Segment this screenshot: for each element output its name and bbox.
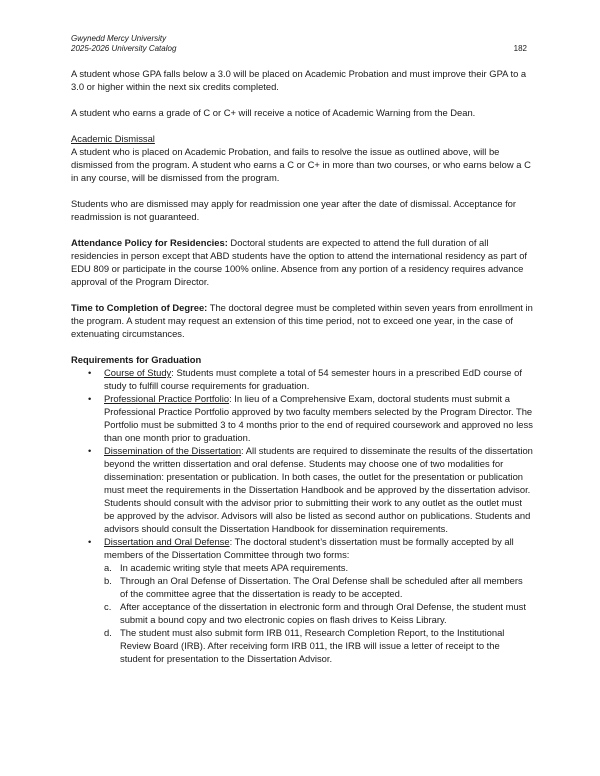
requirement-term: Course of Study xyxy=(104,367,172,378)
dismissal-heading: Academic Dismissal xyxy=(71,133,155,144)
defense-sublist xyxy=(104,561,533,665)
list-item xyxy=(71,392,533,444)
attendance-paragraph xyxy=(71,236,533,288)
sub-item-text: Through an Oral Defense of Dissertation. The Oral Defense shall be scheduled after all members of the committee agree that the dissertation is ready to be accepted. xyxy=(120,575,523,599)
sub-item-letter: a. xyxy=(104,562,112,573)
requirement-text: : In lieu of a Comprehensive Exam, doctoral students must submit a Professional Practice Portfolio approved by two faculty members selected by the Program Director. The Portfolio must be submitted 3 to 4 months prior to the end of required coursework and approved no less than one month prior to graduation. xyxy=(104,393,533,443)
requirement-text: : Students must complete a total of 54 semester hours in a prescribed EdD course of study to fulfill course requirements for graduation. xyxy=(104,367,522,391)
requirement-term: Dissertation and Oral Defense xyxy=(104,536,230,547)
running-header xyxy=(71,34,176,54)
completion-label: Time to Completion of Degree: xyxy=(71,302,208,313)
sub-item-text: In academic writing style that meets APA requirements. xyxy=(120,562,349,573)
page-body xyxy=(71,67,533,665)
sub-list-item xyxy=(104,574,533,600)
attendance-label: Attendance Policy for Residencies: xyxy=(71,237,228,248)
list-item xyxy=(71,535,533,665)
page-number: 182 xyxy=(513,44,527,53)
sub-item-letter: c. xyxy=(104,601,112,612)
attendance-text: Doctoral students are expected to attend the full duration of all residencies in person except that ABD students have the option to attend the international residency as part of EDU 809 or participate in the course 100% online. Absence from any portion of a residency requires advance approval of the Program Director. xyxy=(71,237,528,287)
sub-item-letter: d. xyxy=(104,627,112,638)
completion-paragraph xyxy=(71,301,533,340)
dismissal-paragraph: A student who is placed on Academic Probation, and fails to resolve the issue as outlined above, will be dismissed from the program. A student who earns a C or C+ in more than two courses, or who earns below a C in any course, will be dismissed from the program. xyxy=(71,146,531,183)
dismissal-section xyxy=(71,132,533,184)
completion-text: The doctoral degree must be completed within seven years from enrollment in the program. A student may request an extension of this time period, not to exceed one year, in the case of extenuating circumstances. xyxy=(71,302,533,339)
readmission-paragraph: Students who are dismissed may apply for readmission one year after the date of dismissal. Acceptance for readmission is not guaranteed. xyxy=(71,198,517,222)
gpa-probation-paragraph: A student whose GPA falls below a 3.0 will be placed on Academic Probation and must improve their GPA to a 3.0 or higher within the next six credits completed. xyxy=(71,68,527,92)
sub-list-item xyxy=(104,626,533,665)
requirement-text: : The doctoral student’s dissertation must be formally accepted by all members of the Dissertation Committee through two forms: xyxy=(104,536,514,560)
header-institution: Gwynedd Mercy University xyxy=(71,34,167,43)
header-catalog-title: 2025-2026 University Catalog xyxy=(71,44,177,53)
academic-warning-paragraph: A student who earns a grade of C or C+ will receive a notice of Academic Warning from the Dean. xyxy=(71,107,476,118)
sub-list-item xyxy=(104,600,533,626)
list-item xyxy=(71,366,533,392)
requirement-term: Professional Practice Portfolio xyxy=(104,393,230,404)
sub-item-text: After acceptance of the dissertation in electronic form and through Oral Defense, the student must submit a bound copy and two electronic copies on flash drives to Keiss Library. xyxy=(120,601,526,625)
sub-item-text: The student must also submit form IRB 011, Research Completion Report, to the Institutional Review Board (IRB). After receiving form IRB 011, the IRB will issue a letter of receipt to the student for presentation to the Dissertation Advisor. xyxy=(120,627,505,664)
requirement-term: Dissemination of the Dissertation xyxy=(104,445,242,456)
list-item xyxy=(71,444,533,535)
sub-item-letter: b. xyxy=(104,575,112,586)
requirements-heading: Requirements for Graduation xyxy=(71,354,202,365)
requirements-list xyxy=(71,366,533,665)
requirement-text: : All students are required to disseminate the results of the dissertation beyond the written dissertation and oral defense. Students may choose one of two modalities for dissemination: presentation or publication. In both cases, the outlet for the presentation or publication must meet the requirements in the Dissertation Handbook and be approved by the dissertation advisor. Students should consult with the advisor prior to submitting their work to any outlet as the outlet must be approved by the advisor. Advisors will also be listed as second author on publications. Students and advisors should consult the Dissertation Handbook for dissemination requirements. xyxy=(104,445,533,534)
sub-list-item xyxy=(104,561,533,574)
